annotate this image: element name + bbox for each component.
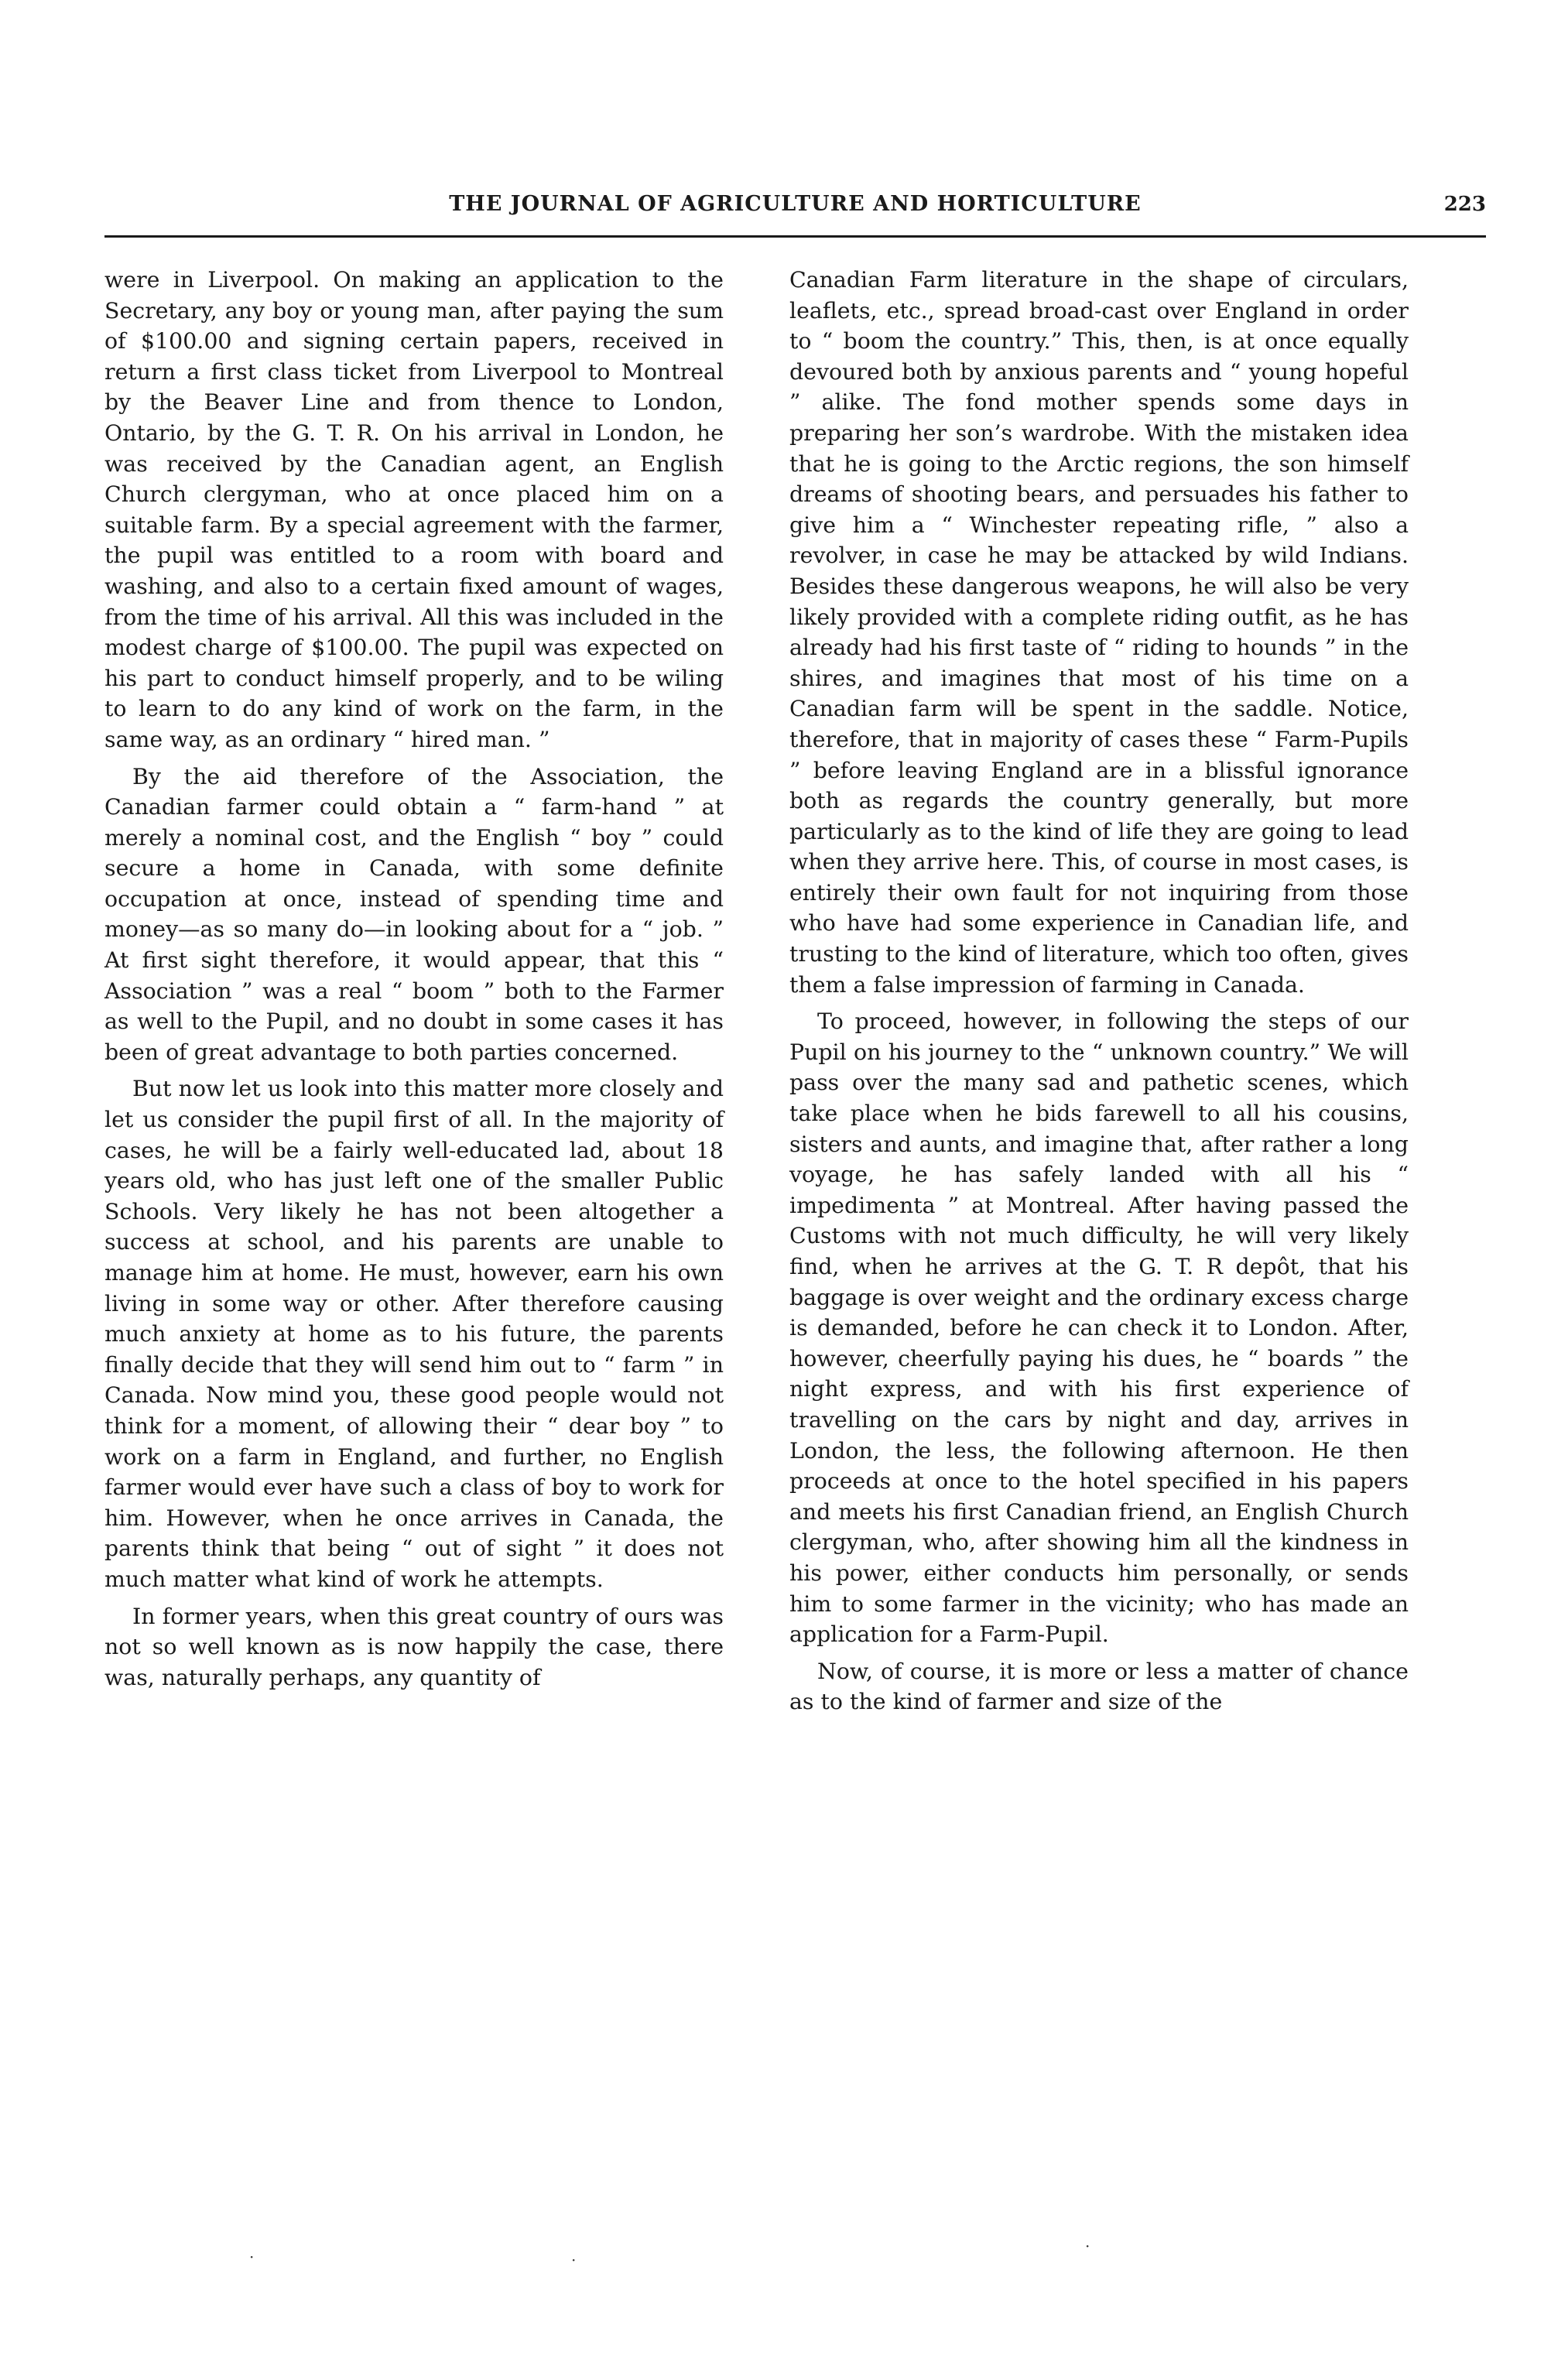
header-rule [104,235,1486,238]
paragraph: By the aid therefore of the Association, the Canadian farmer could obtain a “ farm-hand ” at merely a nominal cost, and the English “ boy ” could secure a home in Canada, with some definite occupation at once, instead of spending time and money—as so many do—in looking about for a “ job. ” At first sight therefore, it would appear, that this “ Association ” was a real “ boom ” both to the Farmer as well to the Pupil, and no doubt in some cases it has been of great advantage to both parties concerned. [104,763,724,1065]
running-title: THE JOURNAL OF AGRICULTURE AND HORTICULTURE [449,192,1142,216]
print-speck: · [249,2248,255,2266]
paragraph: To proceed, however, in following the steps of our Pupil on his journey to the “ unknown country.” We will pass over the many sad and pathetic scenes, which take place when he bids farewell to all his cousins, sisters and aunts, and imagine that, after rather a long voyage, he has safely landed with all his “ impedimenta ” at Montreal. After having passed the Customs with not much difficulty, he will very likely find, when he arrives at the G. T. R depôt, that his baggage is over weight and the ordinary excess charge is demanded, before he can check it to London. After, however, cheerfully paying his dues, he “ boards ” the night express, and with his first experience of travelling on the cars by night and day, arrives in London, the less, the following afternoon. He then proceeds at once to the hotel specified in his papers and meets his first Canadian friend, an English Church clergyman, who, after showing him all the kindness in his power, either conducts him personally, or sends him to some farmer in the vicinity; who has made an application for a Farm-Pupil. [789,1008,1409,1648]
paragraph: were in Liverpool. On making an application to the Secretary, any boy or young man, after paying the sum of $100.00 and signing certain papers, received in return a first class ticket from Liverpool to Montreal by the Beaver Line and from thence to London, Ontario, by the G. T. R. On his arrival in London, he was received by the Canadian agent, an English Church clergyman, who at once placed him on a suitable farm. By a special agreement with the farmer, the pupil was entitled to a room with board and washing, and also to a certain fixed amount of wages, from the time of his arrival. All this was included in the modest charge of $100.00. The pupil was expected on his part to conduct himself properly, and to be wiling to learn to do any kind of work on the farm, in the same way, as an ordinary “ hired man. ” [104,267,724,752]
print-speck: · [1085,2237,1090,2255]
paragraph: But now let us look into this matter more closely and let us consider the pupil first of all. In the majority of cases, he will be a fairly well-educated lad, about 18 years old, who has just left one of the smaller Public Schools. Very likely he has not been altogether a success at school, and his parents are unable to manage him at home. He must, however, earn his own living in some way or other. After therefore causing much anxiety at home as to his future, the parents finally decide that they will send him out to “ farm ” in Canada. Now mind you, these good people would not think for a moment, of allowing their “ dear boy ” to work on a farm in England, and further, no English farmer would ever have such a class of boy to work for him. However, when he once arrives in Canada, the parents think that being “ out of sight ” it does not much matter what kind of work he attempts. [104,1076,724,1592]
paragraph: In former years, when this great country of ours was not so well known as is now happily the case, there was, naturally perhaps, any quantity of [104,1603,724,1690]
paragraph: Now, of course, it is more or less a matter of chance as to the kind of farmer and size of the [789,1658,1409,1715]
running-head [104,189,1486,228]
right-column [789,265,1409,1724]
page-number: 223 [1443,193,1486,216]
left-column [104,265,724,1699]
paragraph: Canadian Farm literature in the shape of circulars, leaflets, etc., spread broad-cast over England in order to “ boom the country.” This, then, is at once equally devoured both by anxious parents and “ young hopeful ” alike. The fond mother spends some days in preparing her son’s wardrobe. With the mistaken idea that he is going to the Arctic regions, the son himself dreams of shooting bears, and persuades his father to give him a “ Winchester repeating rifle, ” also a revolver, in case he may be attacked by wild Indians. Besides these dangerous weapons, he will also be very likely provided with a complete riding outfit, as he has already had his first taste of “ riding to hounds ” in the shires, and imagines that most of his time on a Canadian farm will be spent in the saddle. Notice, therefore, that in majority of cases these “ Farm-Pupils ” before leaving England are in a blissful ignorance both as regards the country generally, but more particularly as to the kind of life they are going to lead when they arrive here. This, of course in most cases, is entirely their own fault for not inquiring from those who have had some experience in Canadian life, and trusting to the kind of literature, which too often, gives them a false impression of farming in Canada. [789,267,1409,998]
print-speck: · [571,2251,577,2269]
